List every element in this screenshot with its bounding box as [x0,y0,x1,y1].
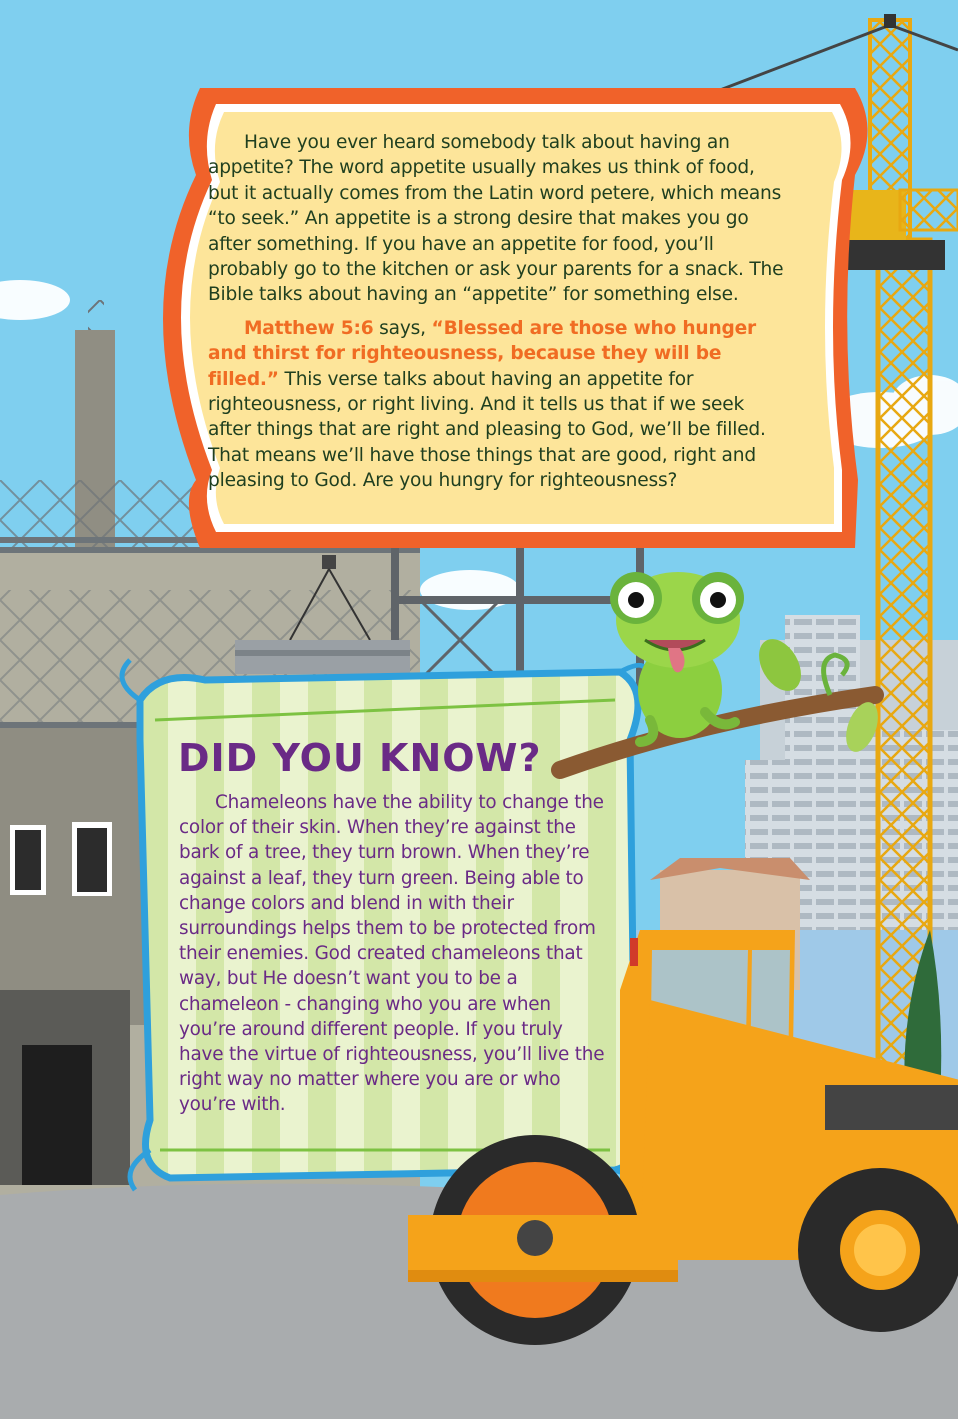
verse-quote: “Blessed are those who hunger and thirst for righteousness, because they will be filled.” [208,317,756,390]
did-you-know-title: DID YOU KNOW? [178,736,542,780]
appetite-paragraph: Have you ever heard somebody talk about having an appetite? The word appetite usually makes us think of food, but it actually comes from the Latin word petere, which means “to seek.” An appetite is a strong desire that makes you go after something. If you have an appetite for food, you’ll probably go to the kitchen or ask your parents for a snack. The Bible talks about having an “appetite” for something else. [208,132,784,306]
verse-reference: Matthew 5:6 [244,317,374,339]
verse-explanation: This verse talks about having an appetite for righteousness, or right living. And it tells us that if we seek after things that are right and pleasing to God, we’ll be filled. That means we’ll have those things that are good, right and pleasing to God. Are you hungry for righteousness? [208,368,766,492]
verse-paragraph [208,316,790,494]
did-you-know-body: Chameleons have the ability to change the color of their skin. When they’re against the bark of a tree, they turn brown. When they’re against a leaf, they turn green. Being able to change colors and blend in with their surroundings helps them to be protected from their enemies. God created chameleons that way, but He doesn’t want you to be a chameleon - changing who you are when you’re around different people. If you truly have the virtue of righteousness, you’ll live the right way no matter where you are or who you’re with. [179,792,605,1116]
appetite-text-panel [208,130,790,494]
says-text: says, [373,317,432,339]
